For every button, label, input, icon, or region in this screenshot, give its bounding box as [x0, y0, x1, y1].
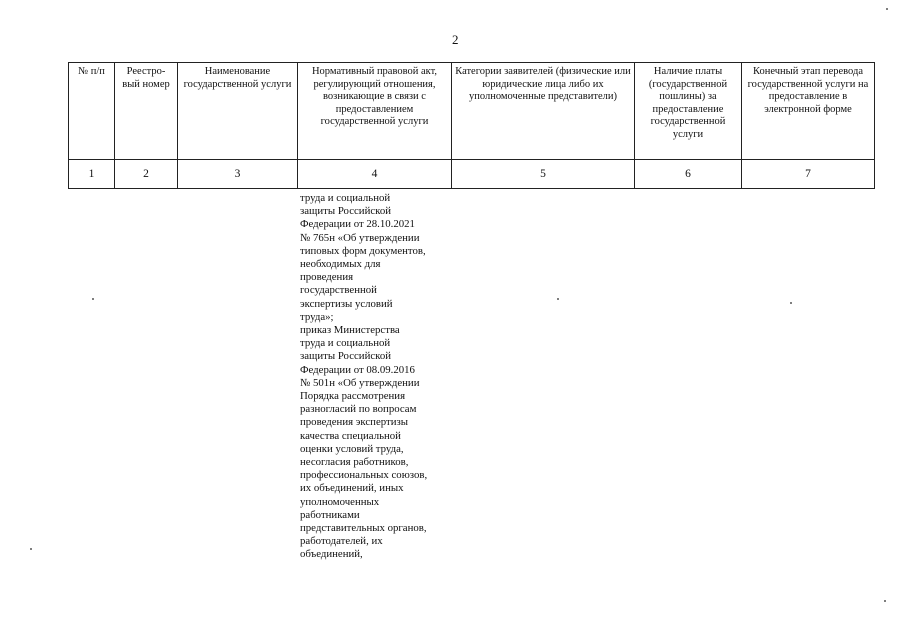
column-number: 1	[69, 160, 115, 189]
scan-speck	[557, 298, 559, 300]
scan-speck	[92, 298, 94, 300]
column-number: 5	[452, 160, 635, 189]
column-number: 2	[115, 160, 178, 189]
header-final-stage: Конечный этап перевода государственной услуги на предоставление в электронной форме	[742, 63, 875, 160]
header-number: № п/п	[69, 63, 115, 160]
scan-speck	[886, 8, 888, 10]
column-number: 3	[178, 160, 298, 189]
header-applicant-categories: Категории заявителей (физические или юридические лица либо их уполномоченные представители)	[452, 63, 635, 160]
scan-speck	[30, 548, 32, 550]
column-number: 6	[635, 160, 742, 189]
scan-speck	[884, 600, 886, 602]
header-service-name: Наименование государственной услуги	[178, 63, 298, 160]
header-registry-number: Реестро-вый номер	[115, 63, 178, 160]
column-number: 4	[298, 160, 452, 189]
column-number: 7	[742, 160, 875, 189]
page-number: 2	[452, 32, 459, 47]
scan-speck	[790, 302, 792, 304]
header-fee: Наличие платы (государственной пошлины) за предоставление государственной услуги	[635, 63, 742, 160]
legal-act-continuation-text: труда и социальной защиты Российской Федерации от 28.10.2021 № 765н «Об утверждении типовых форм документов, необходимых для проведения государственной экспертизы условий труда»; приказ Министерства труда и социальной защиты Российской Федерации от 08.09.2016 № 501н «Об утверждении Порядка рассмотрения разногласий по вопросам проведения экспертизы качества специальной оценки условий труда, несогласия работников, профессиональных союзов, их объединений, иных уполномоченных работниками представительных органов, работодателей, их объединений,	[300, 192, 428, 561]
table-header-row	[69, 63, 875, 160]
services-table	[68, 62, 875, 189]
header-legal-act: Нормативный правовой акт, регулирующий отношения, возникающие в связи с предоставлением государственной услуги	[298, 63, 452, 160]
column-number-row	[69, 160, 875, 189]
